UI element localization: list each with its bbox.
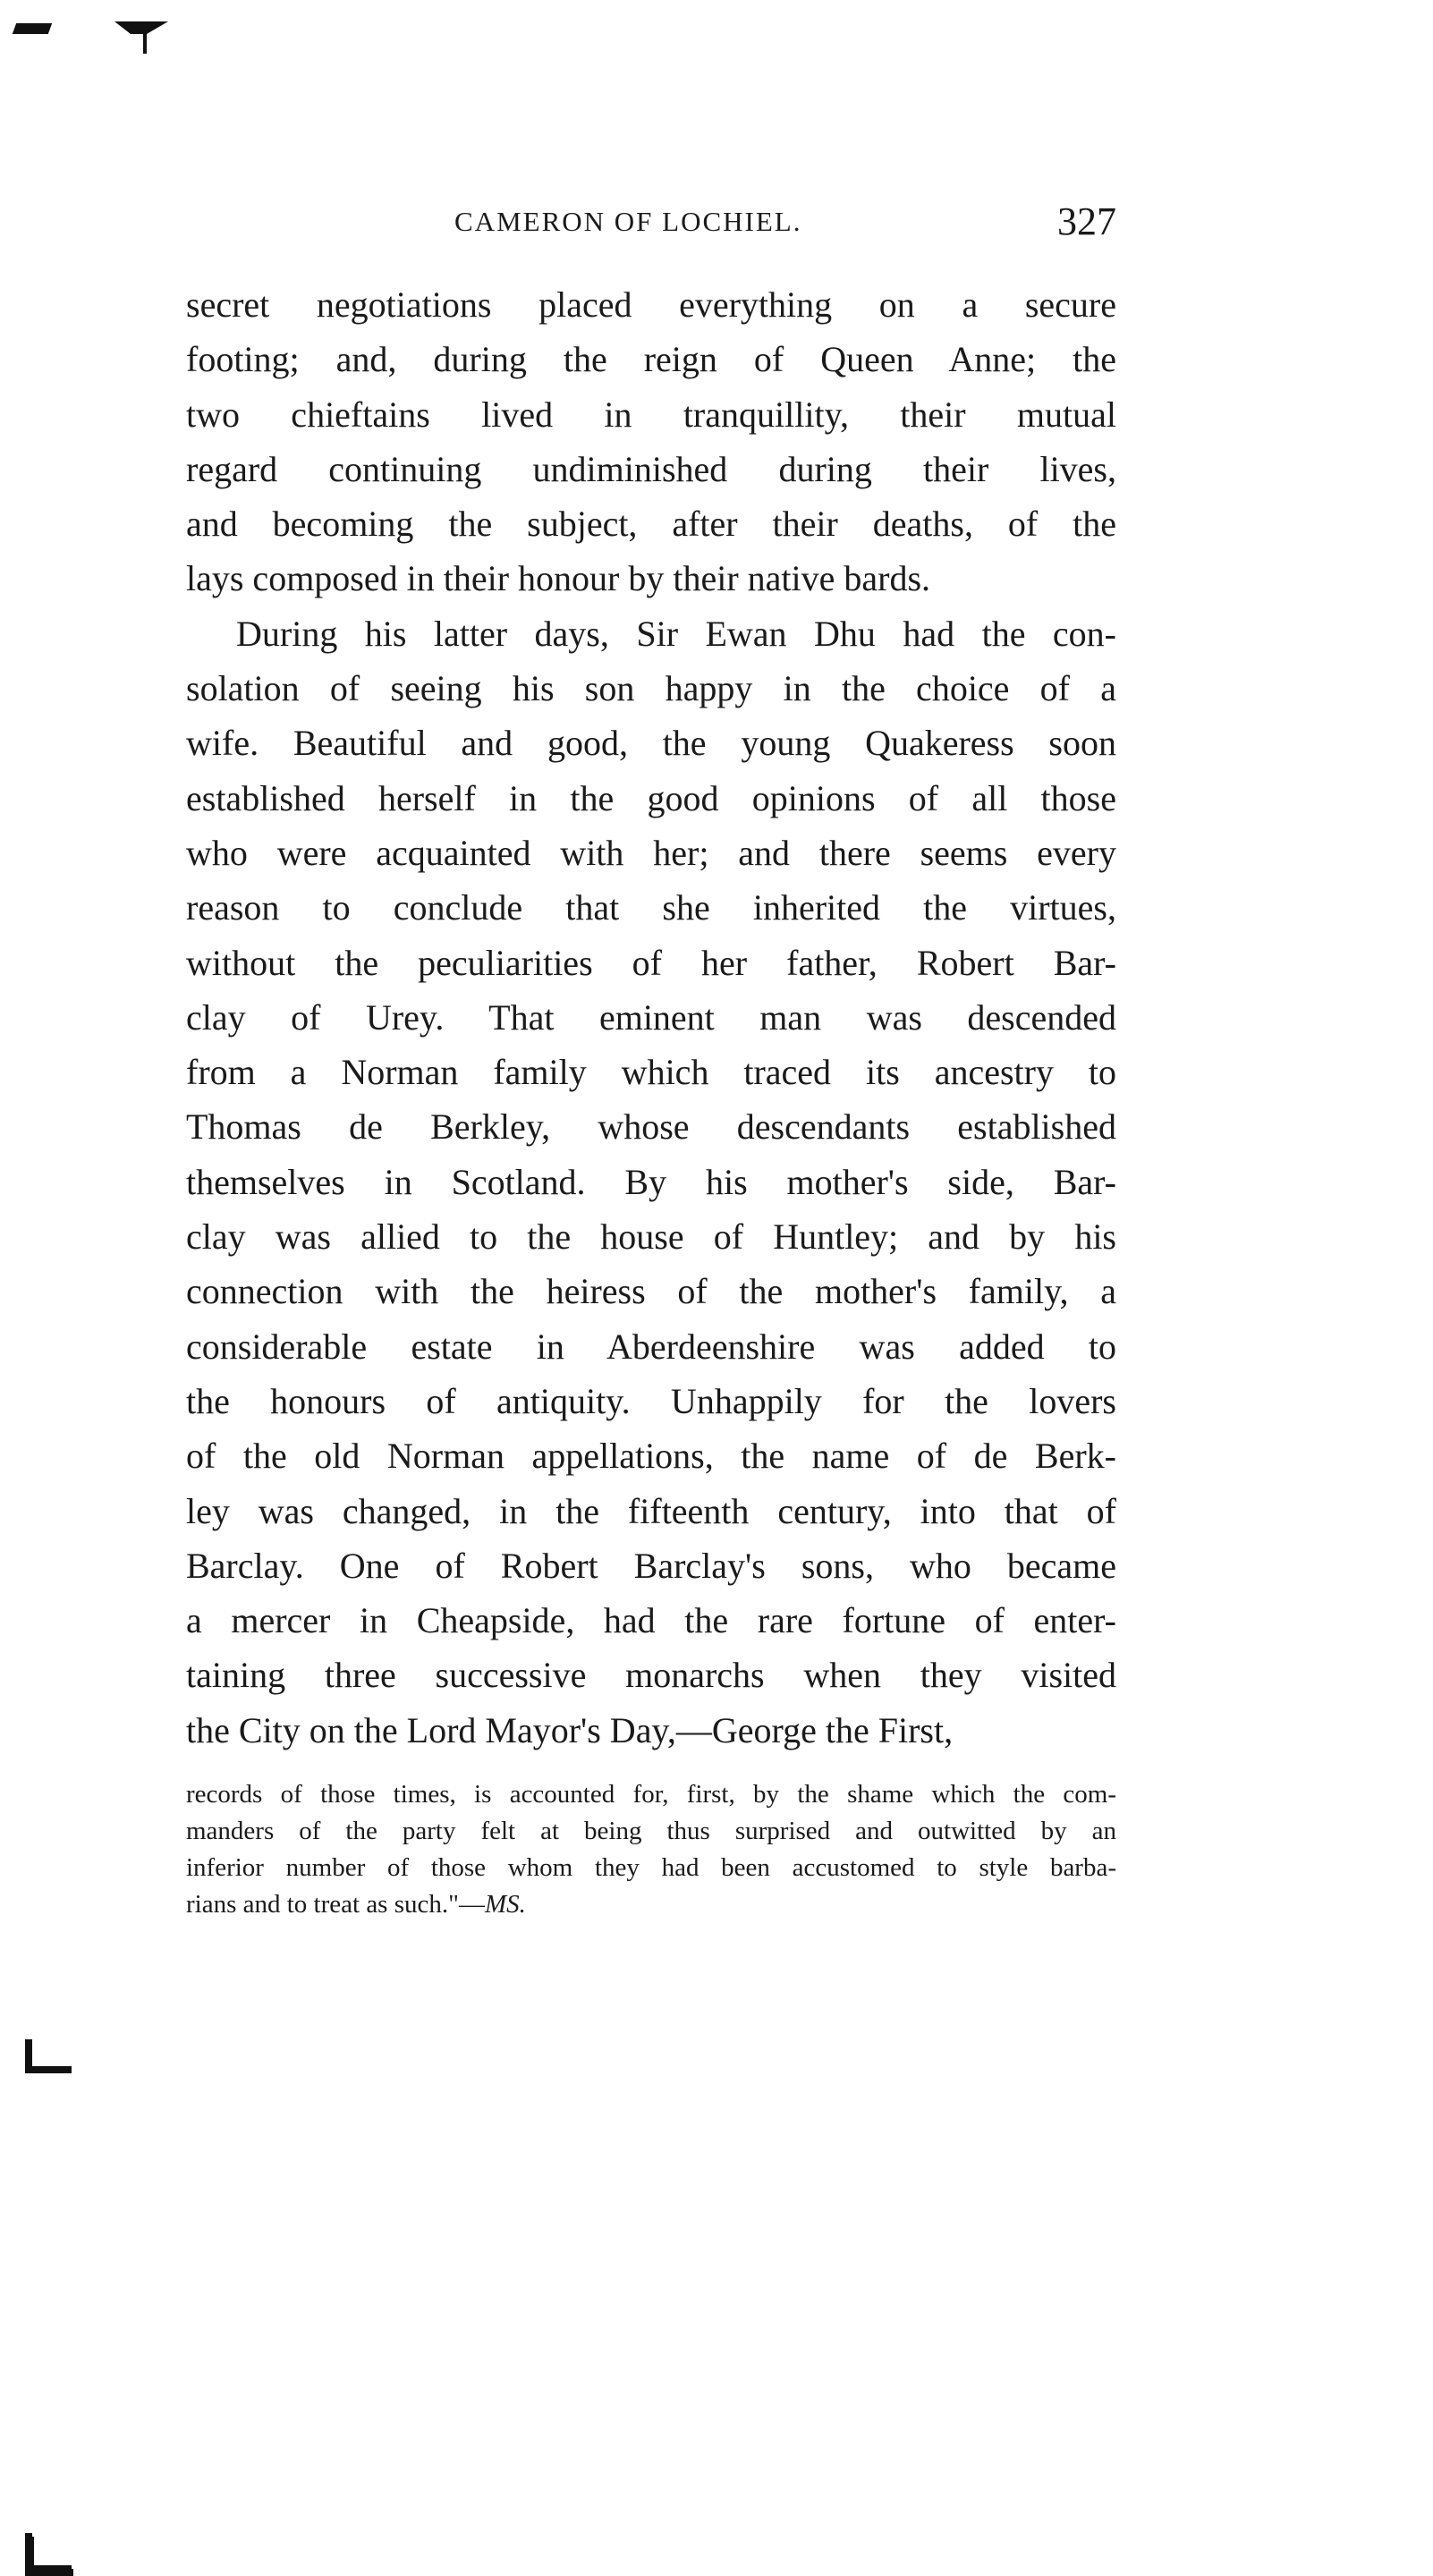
scan-corner-mark-bottom-left-horizontal: [25, 2066, 72, 2073]
page-header: [186, 199, 1116, 252]
text-line: clay of Urey. That eminent man was descended: [186, 996, 1116, 1038]
footnote-line-text: inferior number of those whom they had been accustomed to style barba-: [186, 1853, 1116, 1882]
corner-mark-lower-left-horizontal: [25, 2567, 70, 2574]
text-line: Barclay. One of Robert Barclay's sons, who became: [186, 1545, 1116, 1586]
text-line: from a Norman family which traced its ancestry to: [186, 1052, 1116, 1093]
text-line: a mercer in Cheapside, had the rare fortune of enter-: [186, 1600, 1116, 1641]
text-line: ley was changed, in the fifteenth century, into that of: [186, 1490, 1116, 1531]
text-line: lays composed in their honour by their native bards.: [186, 558, 931, 599]
text-line: and becoming the subject, after their deaths, of the: [186, 504, 1116, 545]
footnote-line-text: manders of the party felt at being thus surprised and outwitted by an: [186, 1817, 1116, 1845]
text-line: clay was allied to the house of Huntley; and by his: [186, 1216, 1116, 1258]
footnote-line: [186, 1813, 1116, 1850]
text-line: Thomas de Berkley, whose descendants established: [186, 1106, 1116, 1148]
text-line: of the old Norman appellations, the name of de Berk-: [186, 1436, 1116, 1477]
text-line: taining three successive monarchs when they visited: [186, 1655, 1116, 1696]
footnote-line-text: records of those times, is accounted for, first, by the shame which the com-: [186, 1780, 1116, 1809]
text-line: secret negotiations placed everything on a secure: [186, 284, 1116, 325]
text-line: footing; and, during the reign of Queen Anne; the: [186, 339, 1116, 380]
footnote: [186, 1776, 1116, 1923]
scan-corner-mark-top-stem: [143, 30, 147, 54]
text-line: the City on the Lord Mayor's Day,—George the First,: [186, 1709, 954, 1750]
text-line: wife. Beautiful and good, the young Quakeress soon: [186, 723, 1116, 764]
text-line: themselves in Scotland. By his mother's side, Bar-: [186, 1161, 1116, 1202]
running-title: CAMERON OF LOCHIEL.: [454, 206, 802, 237]
text-line: connection with the heiress of the mother's family, a: [186, 1271, 1116, 1312]
body-text: [186, 277, 1116, 1758]
text-line: who were acquainted with her; and there seems every: [186, 832, 1116, 873]
text-line: two chieftains lived in tranquillity, their mutual: [186, 394, 1116, 435]
scan-corner-mark-top: [114, 21, 168, 34]
page-number: 327: [1057, 199, 1116, 243]
text-line: reason to conclude that she inherited the virtues,: [186, 887, 1116, 928]
footnote-signature: MS.: [484, 1890, 526, 1919]
text-line: regard continuing undiminished during their lives,: [186, 448, 1116, 489]
text-line: the honours of antiquity. Unhappily for the lovers: [186, 1380, 1116, 1421]
footnote-line: [186, 1886, 1116, 1923]
text-line: solation of seeing his son happy in the choice of a: [186, 668, 1116, 709]
text-line: During his latter days, Sir Ewan Dhu had the con-: [236, 613, 1116, 654]
footnote-line-text: rians and to treat as such."—: [186, 1890, 485, 1919]
text-line: established herself in the good opinions of all those: [186, 777, 1116, 818]
text-line: without the peculiarities of her father, Robert Bar-: [186, 942, 1116, 983]
scan-corner-mark-top-left: [13, 23, 52, 34]
text-line: considerable estate in Aberdeenshire was added to: [186, 1326, 1116, 1367]
footnote-line: [186, 1776, 1116, 1813]
footnote-line: [186, 1850, 1116, 1886]
